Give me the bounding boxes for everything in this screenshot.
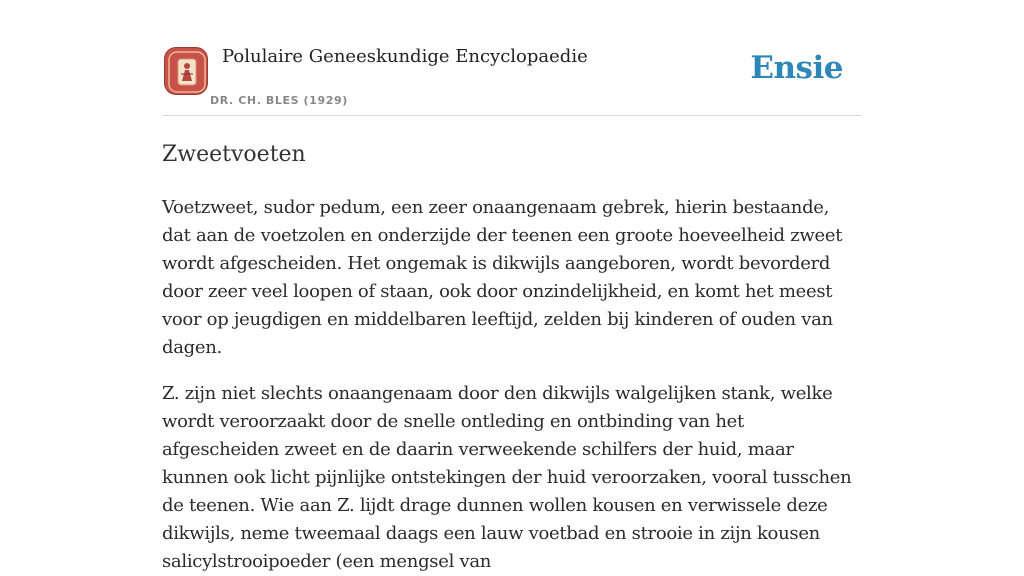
- paragraph: Z. zijn niet slechts onaangenaam door den dikwijls walgelijken stank, welke wordt veroorzaakt door de snelle ontleding en ontbinding van het afgescheiden zweet en de daarin verweekende schilfers der huid, maar kunnen ook licht pijnlijke ontstekingen der huid veroorzaken, vooral tusschen de teenen. Wie aan Z. lijdt drage dunnen wollen kousen en verwissele deze dikwijls, neme tweemaal daags een lauw voetbad en strooie in zijn kousen salicylstrooipoeder (een mengsel van: [162, 383, 852, 572]
- page: [162, 0, 862, 576]
- entry-body: [162, 194, 862, 576]
- paragraph: Voetzweet, sudor pedum, een zeer onaangenaam gebrek, hierin bestaande, dat aan de voetzolen en onderzijde der teenen een groote hoeveelheid zweet wordt afgescheiden. Het ongemak is dikwijls aangeboren, wordt bevorderd door zeer veel loopen of staan, ook door onzindelijkheid, en komt het meest voor op jeugdigen en middelbaren leeftijd, zelden bij kinderen of ouden van dagen.: [162, 197, 843, 358]
- book-author[interactable]: DR. CH. BLES (1929): [210, 94, 348, 107]
- book-cover-icon[interactable]: [164, 47, 208, 95]
- book-title[interactable]: Polulaire Geneeskundige Encyclopaedie: [222, 46, 588, 67]
- brand-logo[interactable]: Ensie: [750, 50, 843, 86]
- header: [162, 0, 862, 116]
- entry-title: Zweetvoeten: [162, 142, 306, 167]
